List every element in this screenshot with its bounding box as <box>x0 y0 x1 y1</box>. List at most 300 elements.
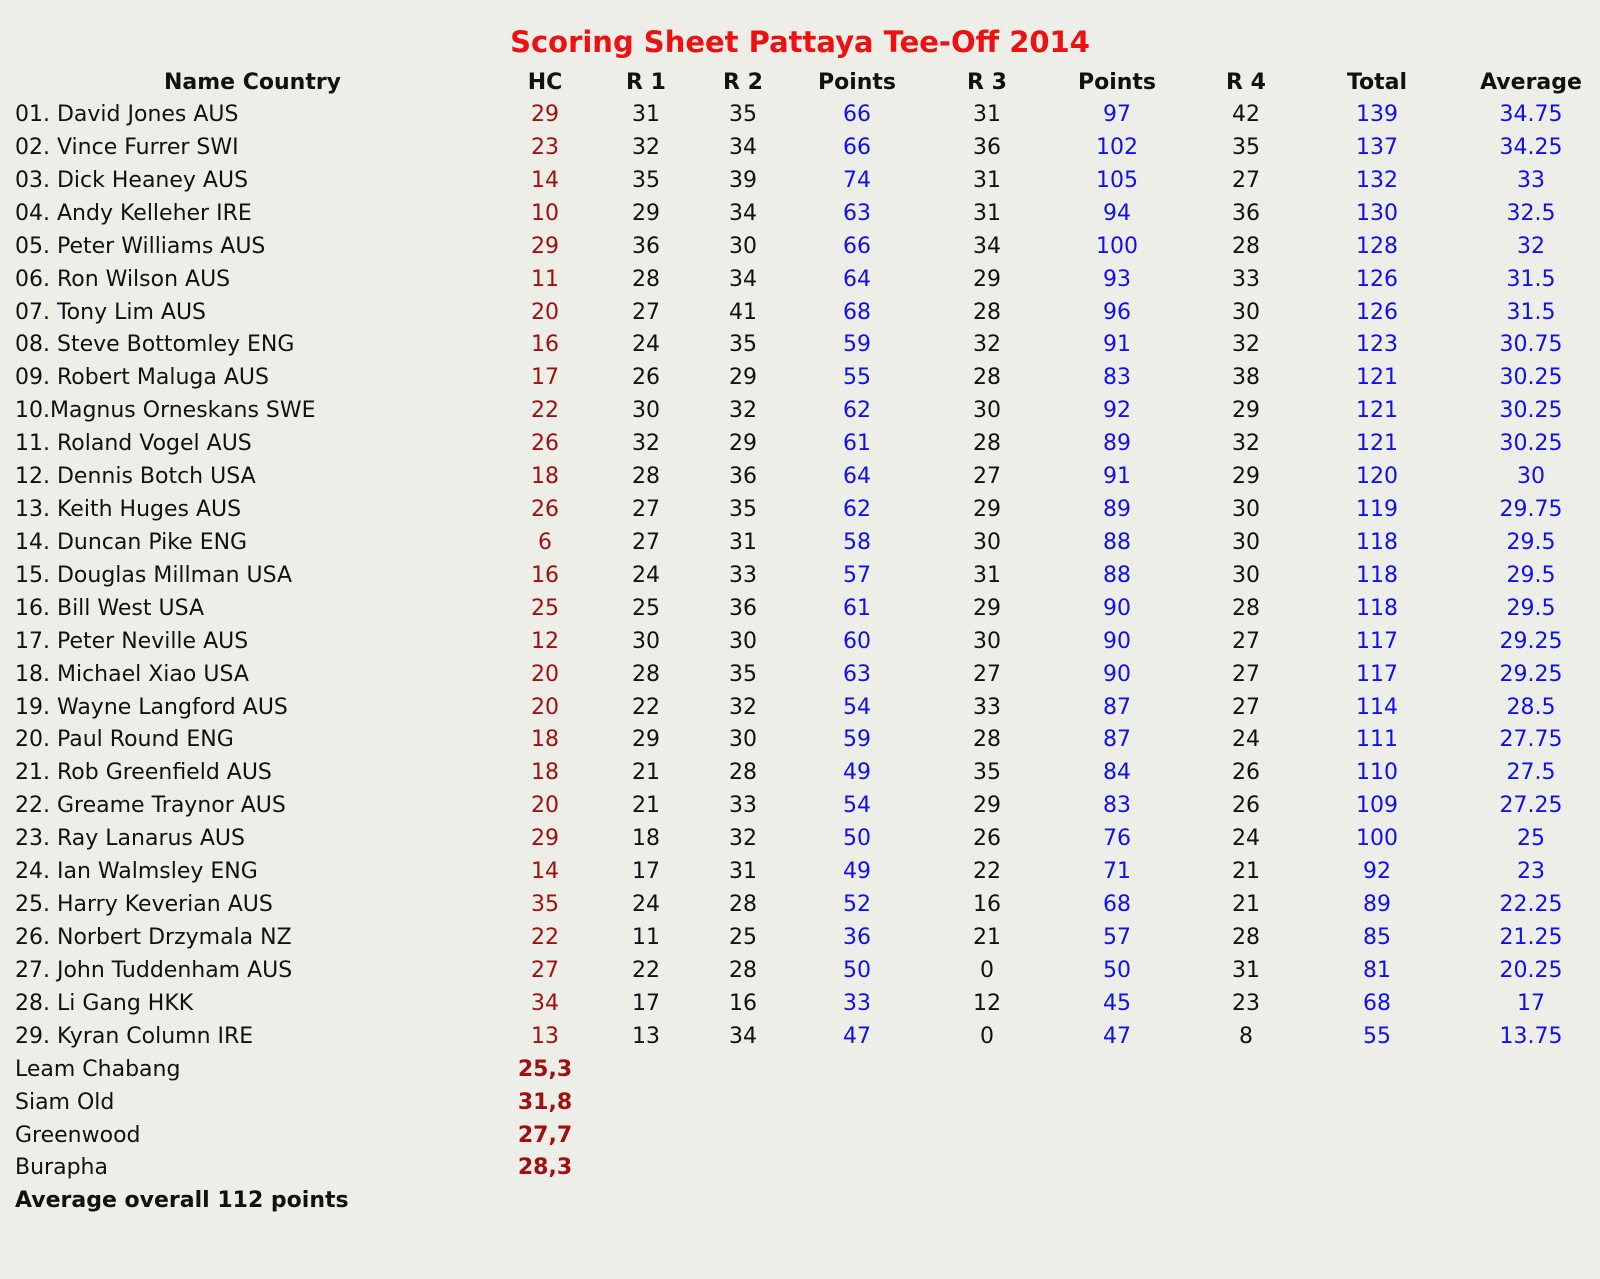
player-r3: 31 <box>973 102 1001 127</box>
player-r4: 21 <box>1232 859 1260 885</box>
player-r1: 32 <box>632 134 660 160</box>
player-name: 24. Ian Walmsley ENG <box>15 859 258 885</box>
player-hc: 16 <box>531 332 559 358</box>
player-points-1: 61 <box>843 595 871 621</box>
player-name: 10.Magnus Orneskans SWE <box>15 398 316 424</box>
player-r1: 27 <box>632 529 660 555</box>
player-points-2: 84 <box>1103 760 1131 786</box>
player-hc: 23 <box>531 134 559 160</box>
player-r3: 29 <box>973 793 1001 819</box>
player-r4: 27 <box>1232 167 1260 193</box>
table-header <box>0 66 1600 100</box>
player-r4: 27 <box>1232 628 1260 654</box>
player-r2: 25 <box>729 925 757 950</box>
player-average: 29.25 <box>1499 628 1563 654</box>
player-name: 28. Li Gang HKK <box>15 990 194 1016</box>
player-name: 01. David Jones AUS <box>15 102 239 127</box>
player-total: 118 <box>1356 595 1398 621</box>
player-r3: 30 <box>973 529 1001 555</box>
player-average: 29.5 <box>1506 595 1556 621</box>
player-r4: 23 <box>1232 990 1260 1016</box>
player-r3: 26 <box>973 826 1001 852</box>
header-points-2: Points <box>1077 70 1157 95</box>
table-row <box>0 888 1600 922</box>
player-total: 89 <box>1363 892 1391 918</box>
table-row <box>0 625 1600 659</box>
table-row <box>0 855 1600 889</box>
player-r4: 27 <box>1232 661 1260 687</box>
header-name-country: Name Country <box>163 70 342 95</box>
player-total: 68 <box>1363 990 1391 1016</box>
player-points-2: 90 <box>1103 661 1131 687</box>
player-hc: 20 <box>531 299 559 325</box>
player-r2: 31 <box>729 859 757 885</box>
table-row <box>0 723 1600 757</box>
player-hc: 29 <box>531 826 559 852</box>
player-r4: 26 <box>1232 793 1260 819</box>
player-name: 20. Paul Round ENG <box>15 727 234 753</box>
table-row <box>0 789 1600 823</box>
header-points-1: Points <box>817 70 897 95</box>
table-row <box>0 1020 1600 1054</box>
player-points-1: 55 <box>843 365 871 391</box>
player-total: 128 <box>1356 233 1398 259</box>
player-hc: 20 <box>531 694 559 720</box>
player-name: 23. Ray Lanarus AUS <box>15 826 246 852</box>
player-average: 30.25 <box>1499 431 1563 457</box>
player-hc: 29 <box>531 233 559 259</box>
player-average: 25 <box>1517 826 1545 852</box>
player-r1: 21 <box>632 760 660 786</box>
player-r1: 13 <box>632 1023 660 1049</box>
player-hc: 20 <box>531 793 559 819</box>
player-points-2: 91 <box>1103 332 1131 358</box>
player-r4: 24 <box>1232 727 1260 753</box>
player-r1: 21 <box>632 793 660 819</box>
player-r4: 33 <box>1232 266 1260 292</box>
player-average: 30.25 <box>1499 365 1563 391</box>
player-hc: 27 <box>531 957 559 983</box>
player-average: 20.25 <box>1499 957 1563 983</box>
player-name: 21. Rob Greenfield AUS <box>15 760 272 786</box>
player-r3: 21 <box>973 925 1001 950</box>
player-r3: 35 <box>973 760 1001 786</box>
header-r4: R 4 <box>1226 70 1266 95</box>
player-hc: 22 <box>531 925 559 950</box>
course-row <box>0 1119 1600 1153</box>
player-name: 17. Peter Neville AUS <box>15 628 249 654</box>
player-name: 26. Norbert Drzymala NZ <box>15 925 292 950</box>
player-r3: 12 <box>973 990 1001 1016</box>
player-points-1: 59 <box>843 332 871 358</box>
player-r2: 33 <box>729 793 757 819</box>
player-r2: 29 <box>729 365 757 391</box>
player-r1: 25 <box>632 595 660 621</box>
player-points-2: 100 <box>1096 233 1138 259</box>
player-points-1: 63 <box>843 661 871 687</box>
table-row <box>0 559 1600 593</box>
player-r4: 30 <box>1232 529 1260 555</box>
player-total: 126 <box>1356 266 1398 292</box>
player-r2: 32 <box>729 398 757 424</box>
player-r4: 28 <box>1232 595 1260 621</box>
player-r2: 34 <box>729 134 757 160</box>
player-points-2: 47 <box>1103 1023 1131 1049</box>
player-r2: 30 <box>729 727 757 753</box>
player-average: 21.25 <box>1499 925 1563 950</box>
course-hc: 27,7 <box>517 1122 573 1148</box>
player-r2: 30 <box>729 233 757 259</box>
player-total: 110 <box>1356 760 1398 786</box>
player-points-1: 62 <box>843 398 871 424</box>
player-points-1: 50 <box>843 826 871 852</box>
header-r1: R 1 <box>626 70 666 95</box>
player-average: 30 <box>1517 464 1545 490</box>
player-total: 117 <box>1356 661 1398 687</box>
player-total: 118 <box>1356 562 1398 588</box>
player-r2: 28 <box>729 892 757 918</box>
player-r3: 27 <box>973 464 1001 490</box>
table-row <box>0 164 1600 198</box>
player-r3: 0 <box>980 1023 994 1049</box>
player-r2: 29 <box>729 431 757 457</box>
player-hc: 25 <box>531 595 559 621</box>
player-total: 121 <box>1356 365 1398 391</box>
player-r4: 30 <box>1232 562 1260 588</box>
table-row <box>0 296 1600 330</box>
player-points-1: 57 <box>843 562 871 588</box>
table-row <box>0 197 1600 231</box>
player-points-2: 83 <box>1103 365 1131 391</box>
player-total: 130 <box>1356 200 1398 226</box>
course-hc: 31,8 <box>517 1089 573 1115</box>
player-average: 30.75 <box>1499 332 1563 358</box>
table-row <box>0 954 1600 988</box>
player-r3: 33 <box>973 694 1001 720</box>
table-row <box>0 592 1600 626</box>
player-points-1: 64 <box>843 464 871 490</box>
player-average: 31.5 <box>1506 266 1556 292</box>
player-r1: 26 <box>632 365 660 391</box>
player-name: 15. Douglas Millman USA <box>15 562 293 588</box>
player-r1: 22 <box>632 957 660 983</box>
player-points-2: 105 <box>1096 167 1138 193</box>
player-r1: 32 <box>632 431 660 457</box>
player-total: 126 <box>1356 299 1398 325</box>
player-total: 114 <box>1356 694 1398 720</box>
player-total: 100 <box>1356 826 1398 852</box>
player-r3: 30 <box>973 398 1001 424</box>
player-total: 55 <box>1363 1023 1391 1049</box>
player-points-1: 54 <box>843 694 871 720</box>
player-points-2: 50 <box>1103 957 1131 983</box>
player-average: 29.75 <box>1499 497 1563 523</box>
player-r1: 29 <box>632 200 660 226</box>
player-r4: 27 <box>1232 694 1260 720</box>
player-points-2: 71 <box>1103 859 1131 885</box>
player-name: 22. Greame Traynor AUS <box>15 793 286 819</box>
player-name: 02. Vince Furrer SWI <box>15 134 239 160</box>
player-hc: 14 <box>531 167 559 193</box>
player-r3: 29 <box>973 497 1001 523</box>
player-r3: 30 <box>973 628 1001 654</box>
player-r2: 41 <box>729 299 757 325</box>
player-points-2: 45 <box>1103 990 1131 1016</box>
header-hc: HC <box>527 70 563 95</box>
player-name: 18. Michael Xiao USA <box>15 661 249 687</box>
player-average: 29.5 <box>1506 562 1556 588</box>
player-points-1: 58 <box>843 529 871 555</box>
player-r1: 24 <box>632 332 660 358</box>
player-points-1: 50 <box>843 957 871 983</box>
player-r4: 30 <box>1232 497 1260 523</box>
table-row <box>0 131 1600 165</box>
player-points-1: 60 <box>843 628 871 654</box>
player-hc: 10 <box>531 200 559 226</box>
player-name: 25. Harry Keverian AUS <box>15 892 273 918</box>
player-hc: 13 <box>531 1023 559 1049</box>
player-points-2: 92 <box>1103 398 1131 424</box>
player-points-2: 88 <box>1103 562 1131 588</box>
player-r1: 28 <box>632 661 660 687</box>
player-r4: 24 <box>1232 826 1260 852</box>
player-points-2: 57 <box>1103 925 1131 950</box>
player-r3: 28 <box>973 365 1001 391</box>
player-hc: 17 <box>531 365 559 391</box>
player-r4: 29 <box>1232 398 1260 424</box>
player-r4: 38 <box>1232 365 1260 391</box>
player-r1: 31 <box>632 102 660 127</box>
player-points-2: 102 <box>1096 134 1138 160</box>
player-points-1: 74 <box>843 167 871 193</box>
player-r2: 28 <box>729 760 757 786</box>
player-points-2: 93 <box>1103 266 1131 292</box>
player-name: 04. Andy Kelleher IRE <box>15 200 252 226</box>
table-row <box>0 328 1600 362</box>
player-r1: 30 <box>632 398 660 424</box>
player-r2: 30 <box>729 628 757 654</box>
player-name: 13. Keith Huges AUS <box>15 497 242 523</box>
course-name: Leam Chabang <box>15 1056 181 1082</box>
player-hc: 26 <box>531 497 559 523</box>
player-points-1: 61 <box>843 431 871 457</box>
table-row <box>0 987 1600 1021</box>
player-r3: 27 <box>973 661 1001 687</box>
player-total: 111 <box>1356 727 1398 753</box>
table-row <box>0 263 1600 297</box>
overall-average: Average overall 112 points <box>15 1188 349 1214</box>
table-row <box>0 526 1600 560</box>
player-hc: 18 <box>531 464 559 490</box>
player-r4: 42 <box>1232 102 1260 127</box>
player-name: 14. Duncan Pike ENG <box>15 529 248 555</box>
player-r2: 31 <box>729 529 757 555</box>
player-r1: 27 <box>632 497 660 523</box>
player-total: 120 <box>1356 464 1398 490</box>
player-name: 05. Peter Williams AUS <box>15 233 266 259</box>
player-total: 139 <box>1356 102 1398 127</box>
table-row <box>0 921 1600 955</box>
course-name: Greenwood <box>15 1122 141 1148</box>
player-average: 33 <box>1517 167 1545 193</box>
player-name: 12. Dennis Botch USA <box>15 464 256 490</box>
player-name: 16. Bill West USA <box>15 595 205 621</box>
player-name: 29. Kyran Column IRE <box>15 1023 254 1049</box>
player-total: 109 <box>1356 793 1398 819</box>
player-r2: 34 <box>729 1023 757 1049</box>
player-r4: 29 <box>1232 464 1260 490</box>
player-r1: 24 <box>632 562 660 588</box>
player-name: 06. Ron Wilson AUS <box>15 266 231 292</box>
player-points-1: 66 <box>843 134 871 160</box>
table-row <box>0 98 1600 132</box>
player-r2: 32 <box>729 826 757 852</box>
player-r3: 31 <box>973 167 1001 193</box>
player-points-1: 54 <box>843 793 871 819</box>
player-r3: 28 <box>973 299 1001 325</box>
course-row <box>0 1053 1600 1087</box>
player-points-1: 62 <box>843 497 871 523</box>
player-r3: 16 <box>973 892 1001 918</box>
player-name: 08. Steve Bottomley ENG <box>15 332 295 358</box>
player-r4: 35 <box>1232 134 1260 160</box>
player-name: 27. John Tuddenham AUS <box>15 957 293 983</box>
player-points-1: 68 <box>843 299 871 325</box>
player-r3: 34 <box>973 233 1001 259</box>
player-points-1: 66 <box>843 102 871 127</box>
player-points-1: 49 <box>843 859 871 885</box>
player-average: 13.75 <box>1499 1023 1563 1049</box>
player-r1: 17 <box>632 859 660 885</box>
player-r1: 35 <box>632 167 660 193</box>
table-row <box>0 493 1600 527</box>
table-row <box>0 460 1600 494</box>
player-name: 07. Tony Lim AUS <box>15 299 207 325</box>
player-total: 137 <box>1356 134 1398 160</box>
player-average: 31.5 <box>1506 299 1556 325</box>
player-hc: 22 <box>531 398 559 424</box>
player-average: 32.5 <box>1506 200 1556 226</box>
player-r2: 36 <box>729 595 757 621</box>
player-hc: 12 <box>531 628 559 654</box>
player-points-2: 89 <box>1103 497 1131 523</box>
player-r1: 29 <box>632 727 660 753</box>
player-r1: 28 <box>632 464 660 490</box>
player-hc: 11 <box>531 266 559 292</box>
player-average: 28.5 <box>1506 694 1556 720</box>
player-r2: 34 <box>729 200 757 226</box>
header-total: Total <box>1346 70 1408 95</box>
player-average: 32 <box>1517 233 1545 259</box>
player-average: 22.25 <box>1499 892 1563 918</box>
player-r2: 35 <box>729 102 757 127</box>
player-points-1: 49 <box>843 760 871 786</box>
player-points-2: 90 <box>1103 628 1131 654</box>
player-points-2: 97 <box>1103 102 1131 127</box>
course-name: Siam Old <box>15 1089 115 1115</box>
table-row <box>0 361 1600 395</box>
player-r1: 28 <box>632 266 660 292</box>
player-hc: 34 <box>531 990 559 1016</box>
player-points-2: 76 <box>1103 826 1131 852</box>
player-r4: 28 <box>1232 925 1260 950</box>
header-r2: R 2 <box>723 70 763 95</box>
player-points-2: 89 <box>1103 431 1131 457</box>
player-hc: 29 <box>531 102 559 127</box>
player-r3: 22 <box>973 859 1001 885</box>
player-average: 34.25 <box>1499 134 1563 160</box>
player-name: 03. Dick Heaney AUS <box>15 167 249 193</box>
player-r3: 36 <box>973 134 1001 160</box>
player-hc: 18 <box>531 727 559 753</box>
table-row <box>0 756 1600 790</box>
player-r3: 0 <box>980 957 994 983</box>
player-hc: 35 <box>531 892 559 918</box>
player-points-2: 88 <box>1103 529 1131 555</box>
player-r4: 30 <box>1232 299 1260 325</box>
player-average: 34.75 <box>1499 102 1563 127</box>
player-r2: 16 <box>729 990 757 1016</box>
player-r4: 32 <box>1232 431 1260 457</box>
player-total: 123 <box>1356 332 1398 358</box>
course-hc: 25,3 <box>517 1056 573 1082</box>
player-name: 19. Wayne Langford AUS <box>15 694 288 720</box>
player-name: 09. Robert Maluga AUS <box>15 365 269 391</box>
player-total: 92 <box>1363 859 1391 885</box>
player-r2: 35 <box>729 661 757 687</box>
player-r2: 28 <box>729 957 757 983</box>
player-r1: 17 <box>632 990 660 1016</box>
player-points-1: 52 <box>843 892 871 918</box>
player-r2: 36 <box>729 464 757 490</box>
player-points-2: 68 <box>1103 892 1131 918</box>
player-hc: 6 <box>538 529 552 555</box>
player-r1: 27 <box>632 299 660 325</box>
player-points-2: 94 <box>1103 200 1131 226</box>
player-average: 27.25 <box>1499 793 1563 819</box>
player-r3: 32 <box>973 332 1001 358</box>
table-row <box>0 822 1600 856</box>
player-r3: 31 <box>973 562 1001 588</box>
player-average: 30.25 <box>1499 398 1563 424</box>
player-average: 27.5 <box>1506 760 1556 786</box>
header-average: Average <box>1480 70 1582 95</box>
player-points-1: 66 <box>843 233 871 259</box>
player-r2: 34 <box>729 266 757 292</box>
course-row <box>0 1151 1600 1185</box>
table-row <box>0 394 1600 428</box>
player-total: 118 <box>1356 529 1398 555</box>
player-r1: 30 <box>632 628 660 654</box>
table-row <box>0 691 1600 725</box>
player-points-1: 59 <box>843 727 871 753</box>
player-r4: 28 <box>1232 233 1260 259</box>
player-total: 81 <box>1363 957 1391 983</box>
player-points-1: 33 <box>843 990 871 1016</box>
player-total: 119 <box>1356 497 1398 523</box>
player-r3: 29 <box>973 266 1001 292</box>
player-r2: 32 <box>729 694 757 720</box>
page-title: Scoring Sheet Pattaya Tee-Off 2014 <box>510 25 1090 59</box>
player-points-2: 90 <box>1103 595 1131 621</box>
player-r1: 11 <box>632 925 660 950</box>
player-r4: 26 <box>1232 760 1260 786</box>
player-points-2: 96 <box>1103 299 1131 325</box>
player-hc: 18 <box>531 760 559 786</box>
player-r1: 24 <box>632 892 660 918</box>
player-r3: 31 <box>973 200 1001 226</box>
player-points-2: 91 <box>1103 464 1131 490</box>
